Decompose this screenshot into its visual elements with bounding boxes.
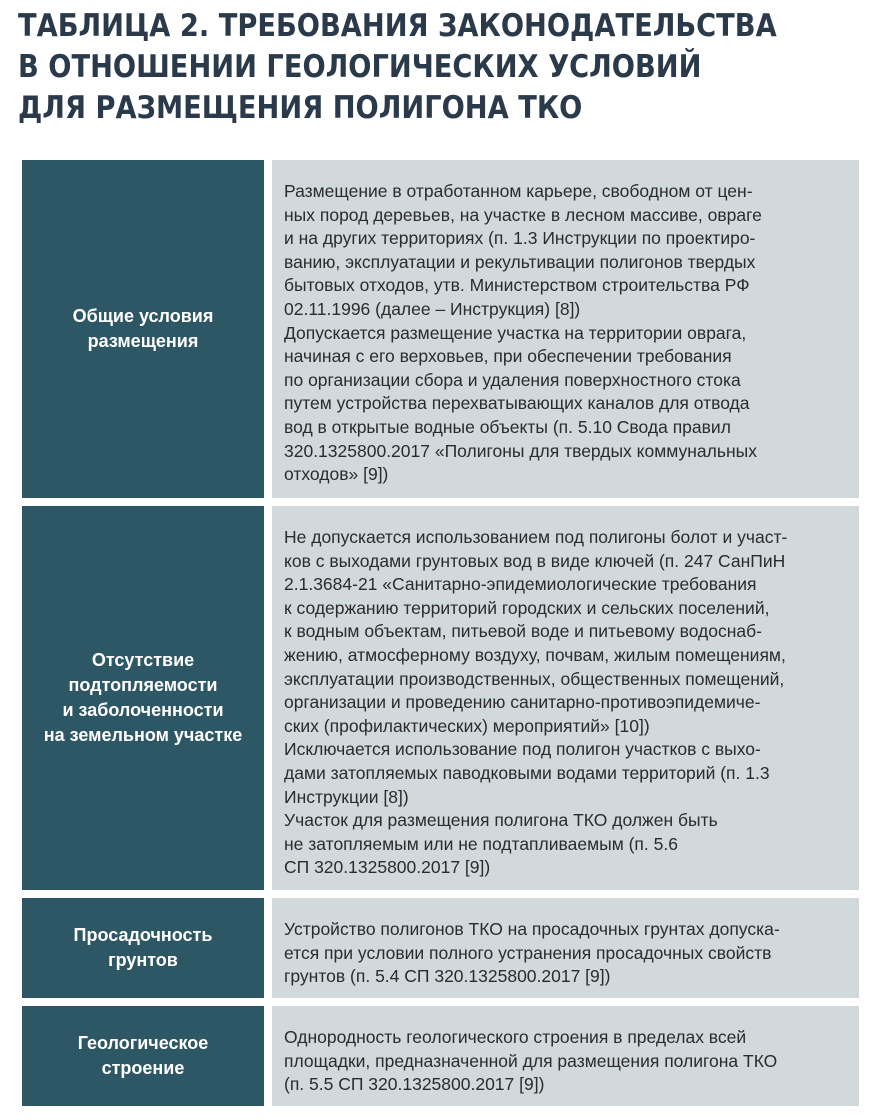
row-text-cell: [272, 160, 859, 498]
row-text: Однородность геологического строения в пределах всей площадки, предназначенной для размещения полигона ТКО (п. 5.5 СП 320.1325800.2017 [9]): [284, 1027, 778, 1095]
row-label: Отсутствие подтопляемости и заболоченности на земельном участке: [43, 650, 243, 745]
row-label: Геологическое строение: [77, 1033, 209, 1078]
row-text-cell: [272, 1006, 859, 1106]
title-line-2: В ОТНОШЕНИИ ГЕОЛОГИЧЕСКИХ УСЛОВИЙ: [18, 49, 702, 85]
row-label-cell: [22, 160, 264, 498]
row-label-cell: [22, 506, 264, 890]
row-text: Не допускается использованием под полигоны болот и участ- ков с выходами грунтовых вод в виде ключей (п. 247 СанПиН 2.1.3684-21 «Санитарно-эпидемиологические требования к содержанию территорий городских и сельских поселений, к водным объектам, питьевой воде и питьевому водоснаб- жению, атмосферному воздуху, почвам, жилым помещениям, эксплуатации производственных, общественных помещений, организации и проведению санитарно-противоэпидемиче- ских (профилактических) мероприятий» [10]) Исключается использование под полигон участков с выхо- дами затопляемых паводковыми водами территорий (п. 1.3 Инструкции [8]) Участок для размещения полигона ТКО должен быть не затопляемым или не подтапливаемым (п. 5.6 СП 320.1325800.2017 [9]): [284, 527, 788, 878]
row-label: Общие условия размещения: [72, 306, 214, 351]
row-text: Устройство полигонов ТКО на просадочных грунтах допуска- ется при условии полного устранения просадочных свойств грунтов (п. 5.4 СП 320.1325800.2017 [9]): [284, 919, 780, 987]
title-line-1: ТАБЛИЦА 2. ТРЕБОВАНИЯ ЗАКОНОДАТЕЛЬСТВА: [18, 8, 777, 44]
row-text-cell: [272, 898, 859, 998]
row-label: Просадочность грунтов: [73, 925, 213, 970]
table-row-subsidence: [22, 898, 859, 998]
table-row-general-conditions: [22, 160, 859, 498]
row-text: Размещение в отработанном карьере, свободном от цен- ных пород деревьев, на участке в лесном массиве, овраге и на других территориях (п. 1.3 Инструкции по проектиро- ванию, эксплуатации и рекультивации полигонов твердых бытовых отходов, утв. Министерством строительства РФ 02.11.1996 (далее – Инструкция) [8]) Допускается размещение участка на территории оврага, начиная с его верховьев, при обеспечении требования по организации сбора и удаления поверхностного стока путем устройства перехватывающих каналов для отвода вод в открытые водные объекты (п. 5.10 Свода правил 320.1325800.2017 «Полигоны для твердых коммунальных отходов» [9]): [284, 181, 762, 485]
table-row-geology: [22, 1006, 859, 1106]
row-label-cell: [22, 1006, 264, 1106]
table-row-flooding: [22, 506, 859, 890]
page-title: [18, 6, 777, 129]
row-label-cell: [22, 898, 264, 998]
row-text-cell: [272, 506, 859, 890]
title-line-3: ДЛЯ РАЗМЕЩЕНИЯ ПОЛИГОНА ТКО: [18, 90, 583, 126]
